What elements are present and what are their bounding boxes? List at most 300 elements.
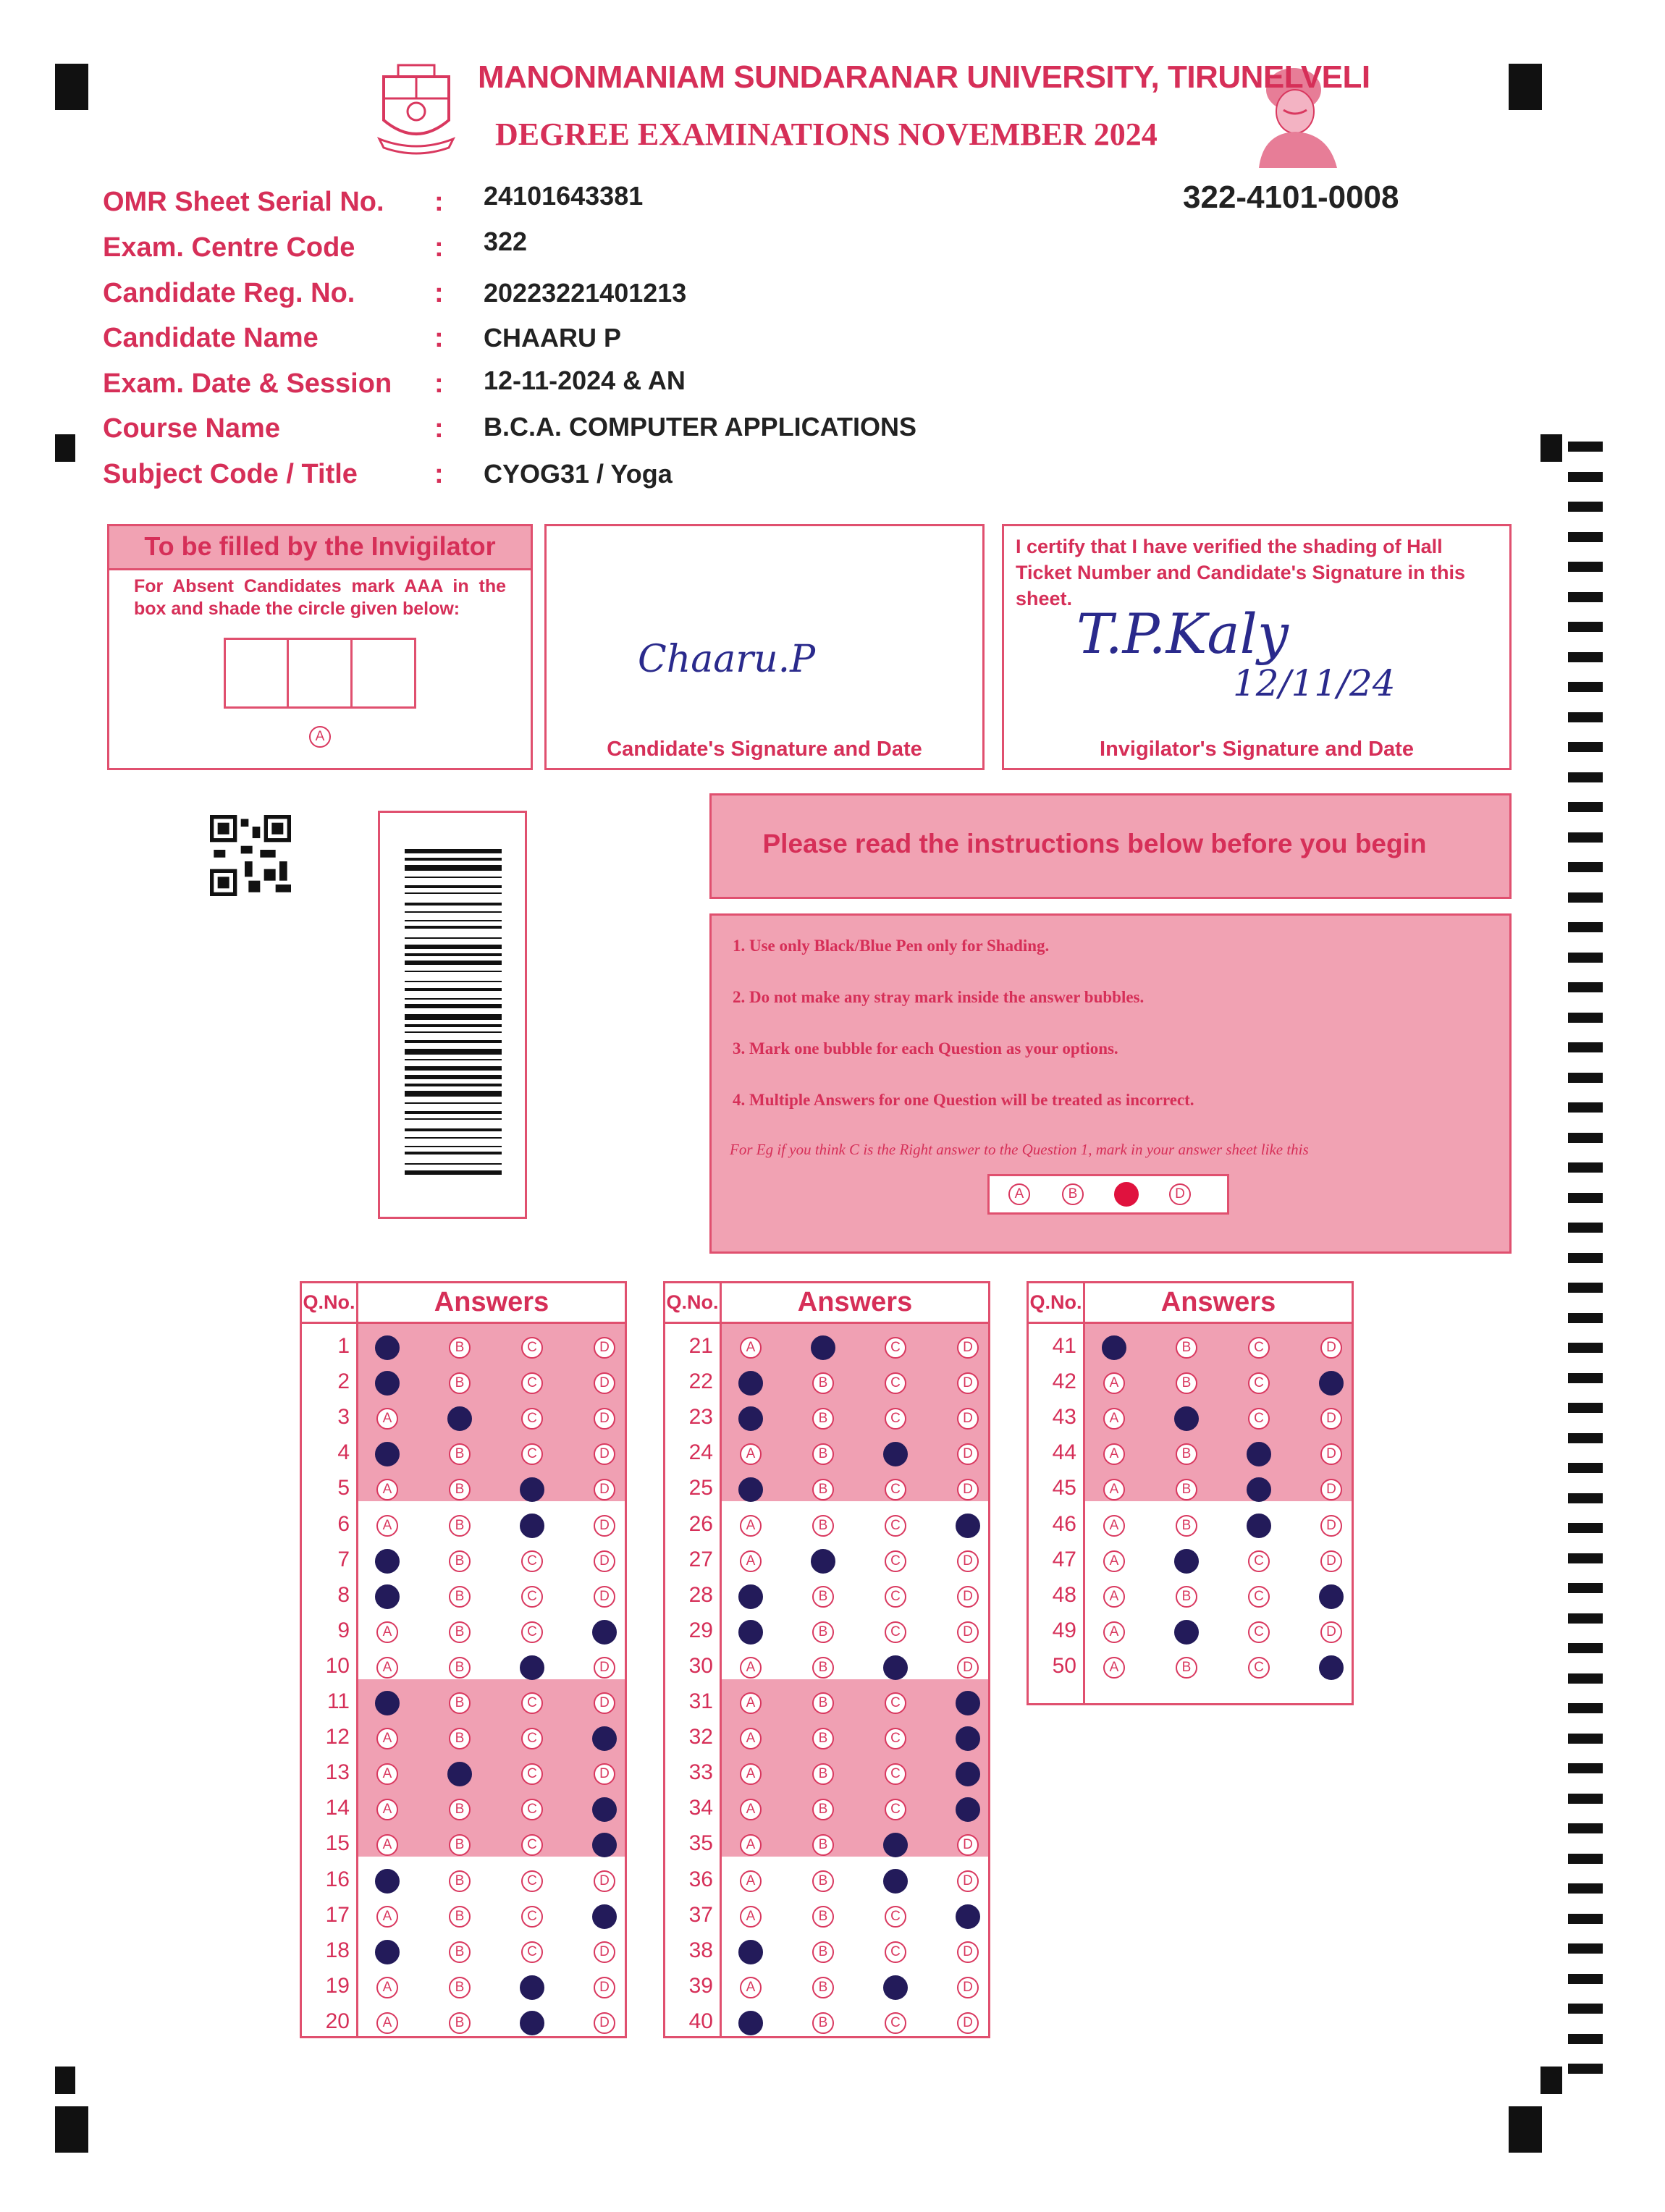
answer-bubble-filled[interactable] bbox=[1247, 1514, 1271, 1538]
absent-mark-box[interactable] bbox=[224, 638, 416, 709]
timing-mark bbox=[1568, 1854, 1603, 1864]
answer-bubble[interactable]: C bbox=[1248, 1550, 1270, 1572]
answer-bubble[interactable]: D bbox=[594, 1337, 615, 1359]
answer-bubble-filled[interactable] bbox=[1319, 1584, 1344, 1609]
barcode-bar bbox=[405, 1111, 502, 1114]
question-number: 22 bbox=[688, 1369, 713, 1394]
answer-bubble[interactable]: A bbox=[740, 1728, 762, 1749]
answer-bubble[interactable]: B bbox=[812, 1763, 834, 1785]
answer-bubble[interactable]: A bbox=[1103, 1586, 1125, 1608]
barcode-bar bbox=[405, 903, 502, 906]
answer-table-2 bbox=[663, 1281, 990, 2038]
answer-bubble[interactable]: D bbox=[957, 1443, 979, 1465]
sheet-code: 322-4101-0008 bbox=[1183, 180, 1399, 215]
answer-bubble[interactable]: C bbox=[521, 1763, 543, 1785]
answer-bubble-filled[interactable] bbox=[520, 1514, 544, 1538]
answer-bubble[interactable]: B bbox=[449, 1728, 471, 1749]
answer-bubble[interactable]: D bbox=[594, 1479, 615, 1500]
answer-bubble[interactable]: D bbox=[594, 1870, 615, 1892]
timing-mark bbox=[1568, 1463, 1603, 1473]
answer-bubble[interactable]: B bbox=[812, 1479, 834, 1500]
answer-bubble-filled[interactable] bbox=[1319, 1655, 1344, 1680]
barcode-bar bbox=[405, 961, 502, 965]
barcode-bar bbox=[405, 1084, 502, 1086]
answer-bubble-filled[interactable] bbox=[956, 1726, 980, 1751]
timing-mark bbox=[1568, 712, 1603, 722]
answer-bubble[interactable]: B bbox=[449, 2012, 471, 2034]
field-value: CYOG31 / Yoga bbox=[484, 459, 673, 489]
timing-mark bbox=[1568, 1673, 1603, 1684]
answer-bubble[interactable]: C bbox=[885, 1586, 906, 1608]
answer-bubble[interactable]: D bbox=[594, 1372, 615, 1394]
answer-bubble[interactable]: A bbox=[740, 1977, 762, 1998]
answer-bubble[interactable]: B bbox=[812, 1728, 834, 1749]
instructions-heading-box bbox=[709, 793, 1512, 899]
answer-bubble[interactable]: A bbox=[1103, 1657, 1125, 1679]
answer-bubble[interactable]: D bbox=[594, 1941, 615, 1963]
qno-header: Q.No. bbox=[665, 1283, 722, 1322]
field-value: 20223221401213 bbox=[484, 278, 687, 308]
answer-bubble[interactable]: C bbox=[885, 2012, 906, 2034]
timing-mark bbox=[1568, 562, 1603, 572]
answer-bubble[interactable]: D bbox=[957, 1977, 979, 1998]
timing-mark bbox=[1568, 622, 1603, 632]
answer-bubble[interactable]: D bbox=[1320, 1550, 1342, 1572]
answer-bubble[interactable]: D bbox=[1320, 1621, 1342, 1643]
answer-bubble[interactable]: D bbox=[957, 1870, 979, 1892]
answer-bubble[interactable]: C bbox=[1248, 1408, 1270, 1430]
question-number: 44 bbox=[1052, 1440, 1076, 1465]
answer-bubble[interactable]: B bbox=[1176, 1515, 1197, 1537]
university-logo bbox=[376, 62, 456, 155]
answer-bubble[interactable]: B bbox=[449, 1657, 471, 1679]
answer-bubble-filled[interactable] bbox=[1319, 1371, 1344, 1396]
timing-mark bbox=[1568, 1703, 1603, 1713]
answer-bubble[interactable]: D bbox=[594, 2012, 615, 2034]
answer-bubble[interactable]: B bbox=[812, 1621, 834, 1643]
answer-bubble[interactable]: C bbox=[521, 1906, 543, 1928]
answer-bubble[interactable]: C bbox=[885, 1906, 906, 1928]
answer-bubble[interactable]: C bbox=[885, 1728, 906, 1749]
timing-mark bbox=[1568, 1013, 1603, 1023]
answer-bubble[interactable]: A bbox=[376, 1906, 398, 1928]
answer-bubble[interactable]: B bbox=[449, 1550, 471, 1572]
answer-bubble[interactable]: A bbox=[376, 2012, 398, 2034]
answer-bubble-filled[interactable] bbox=[592, 1904, 617, 1929]
answer-bubble[interactable]: C bbox=[1248, 1586, 1270, 1608]
timing-mark bbox=[1568, 802, 1603, 812]
question-number: 26 bbox=[688, 1511, 713, 1536]
answer-bubble[interactable]: A bbox=[740, 1337, 762, 1359]
answer-bubble[interactable]: C bbox=[521, 1799, 543, 1820]
answer-bubble[interactable]: C bbox=[885, 1515, 906, 1537]
answer-table-3 bbox=[1027, 1281, 1354, 1705]
timing-mark bbox=[1568, 862, 1603, 872]
timing-mark bbox=[1568, 652, 1603, 662]
answer-bubble[interactable]: B bbox=[812, 1657, 834, 1679]
answer-bubble[interactable]: B bbox=[1176, 1443, 1197, 1465]
question-number: 25 bbox=[688, 1476, 713, 1500]
answer-bubble[interactable]: D bbox=[594, 1443, 615, 1465]
answer-bubble[interactable]: A bbox=[376, 1728, 398, 1749]
answers-header: Answers bbox=[1160, 1287, 1276, 1317]
answer-bubble[interactable]: D bbox=[957, 1550, 979, 1572]
answer-bubble-filled[interactable] bbox=[520, 2011, 544, 2035]
answer-bubble[interactable]: A bbox=[376, 1834, 398, 1856]
answer-bubble[interactable]: B bbox=[1176, 1479, 1197, 1500]
qno-column bbox=[302, 1324, 358, 2036]
answer-bubble[interactable]: A bbox=[740, 1515, 762, 1537]
answer-bubble[interactable]: C bbox=[521, 1586, 543, 1608]
question-number: 24 bbox=[688, 1440, 713, 1465]
answer-bubble-filled[interactable] bbox=[738, 1940, 763, 1964]
answer-bubble[interactable]: C bbox=[521, 1870, 543, 1892]
barcode-bar bbox=[405, 885, 502, 888]
answer-bubble[interactable]: D bbox=[957, 1834, 979, 1856]
answer-bubble-filled[interactable] bbox=[883, 1869, 908, 1894]
answer-bubble-filled[interactable] bbox=[375, 1584, 400, 1609]
answer-bubble[interactable]: D bbox=[594, 1408, 615, 1430]
answer-bubble[interactable]: B bbox=[812, 1515, 834, 1537]
answer-bubble[interactable]: D bbox=[957, 1941, 979, 1963]
answer-bubble[interactable]: C bbox=[521, 1443, 543, 1465]
answer-bubble[interactable]: C bbox=[885, 1479, 906, 1500]
answer-bubble-filled[interactable] bbox=[956, 1691, 980, 1715]
answer-bubble[interactable]: B bbox=[812, 1408, 834, 1430]
answer-bubble[interactable]: D bbox=[1320, 1408, 1342, 1430]
answer-bubble[interactable]: C bbox=[1248, 1621, 1270, 1643]
barcode-bar bbox=[405, 1091, 502, 1097]
timing-mark bbox=[1568, 1133, 1603, 1143]
answer-bubble[interactable]: D bbox=[957, 1337, 979, 1359]
timing-mark bbox=[1568, 1583, 1603, 1593]
question-number: 6 bbox=[337, 1511, 350, 1536]
answer-bubble[interactable]: A bbox=[740, 1443, 762, 1465]
answer-bubble[interactable]: B bbox=[812, 1870, 834, 1892]
answer-bubble-filled[interactable] bbox=[811, 1549, 835, 1574]
answer-bubble[interactable]: C bbox=[1248, 1372, 1270, 1394]
registration-mark bbox=[55, 434, 75, 462]
answer-bubble-filled[interactable] bbox=[738, 1371, 763, 1396]
answer-bubble[interactable]: A bbox=[740, 1870, 762, 1892]
answer-bubble[interactable]: A bbox=[1103, 1372, 1125, 1394]
answer-bubble[interactable]: B bbox=[1176, 1337, 1197, 1359]
invigilator-signature-date: 12/11/24 bbox=[1233, 662, 1396, 704]
answer-bubble[interactable]: C bbox=[885, 1941, 906, 1963]
answer-bubble-filled[interactable] bbox=[738, 1584, 763, 1609]
question-number: 34 bbox=[688, 1796, 713, 1820]
answer-bubble[interactable]: C bbox=[521, 1692, 543, 1714]
answer-bubble[interactable]: B bbox=[812, 1799, 834, 1820]
qno-header: Q.No. bbox=[302, 1283, 358, 1322]
candidate-signature: Chaaru.P bbox=[638, 638, 816, 681]
answer-table-header bbox=[302, 1283, 625, 1324]
answer-bubble-filled[interactable] bbox=[956, 1514, 980, 1538]
question-number: 12 bbox=[325, 1725, 350, 1749]
registration-mark bbox=[1509, 2106, 1542, 2153]
barcode-bar bbox=[405, 1066, 502, 1071]
answer-bubble[interactable]: C bbox=[1248, 1337, 1270, 1359]
barcode-bar bbox=[405, 1163, 502, 1165]
timing-mark bbox=[1568, 2034, 1603, 2044]
answer-bubble[interactable]: A bbox=[376, 1799, 398, 1820]
answer-bubble[interactable]: A bbox=[1103, 1515, 1125, 1537]
timing-mark bbox=[1568, 1794, 1603, 1804]
timing-mark bbox=[1568, 442, 1603, 452]
question-number: 27 bbox=[688, 1547, 713, 1571]
instruction-item: 1. Use only Black/Blue Pen only for Shading. bbox=[733, 937, 1050, 955]
answer-bubble-filled[interactable] bbox=[956, 1762, 980, 1786]
answer-bubble[interactable]: D bbox=[594, 1657, 615, 1679]
answer-bubble[interactable]: A bbox=[1103, 1479, 1125, 1500]
answer-bubble[interactable]: D bbox=[957, 1372, 979, 1394]
answer-bubble[interactable]: C bbox=[885, 1799, 906, 1820]
answer-bubble[interactable]: B bbox=[812, 1372, 834, 1394]
question-number: 45 bbox=[1052, 1476, 1076, 1500]
answer-bubble[interactable]: A bbox=[740, 1906, 762, 1928]
question-number: 23 bbox=[688, 1405, 713, 1430]
answer-bubble-filled[interactable] bbox=[447, 1406, 472, 1431]
answer-bubble-filled[interactable] bbox=[883, 1975, 908, 2000]
answer-bubble[interactable]: D bbox=[594, 1586, 615, 1608]
answer-bubble[interactable]: B bbox=[449, 1906, 471, 1928]
answer-bubble[interactable]: A bbox=[740, 1550, 762, 1572]
answer-bubble-filled[interactable] bbox=[375, 1335, 400, 1360]
invigilator-signature-caption: Invigilator's Signature and Date bbox=[1100, 738, 1414, 761]
answer-bubble[interactable]: B bbox=[812, 2012, 834, 2034]
barcode-bar bbox=[405, 1075, 502, 1079]
answer-bubble[interactable]: A bbox=[740, 1834, 762, 1856]
barcode-bar bbox=[405, 937, 502, 939]
answer-bubble-filled[interactable] bbox=[1102, 1335, 1126, 1360]
answer-bubble[interactable]: B bbox=[812, 1443, 834, 1465]
answer-bubble[interactable]: C bbox=[521, 1337, 543, 1359]
answer-bubble[interactable]: D bbox=[1320, 1479, 1342, 1500]
answer-bubble[interactable]: A bbox=[1103, 1408, 1125, 1430]
answer-bubble[interactable]: A bbox=[376, 1657, 398, 1679]
barcode-bar bbox=[405, 1004, 502, 1008]
answer-bubble[interactable]: A bbox=[740, 1799, 762, 1820]
barcode-bar bbox=[405, 911, 502, 913]
timing-mark bbox=[1568, 1823, 1603, 1833]
barcode-bar bbox=[405, 1102, 502, 1104]
question-number: 15 bbox=[325, 1831, 350, 1856]
answer-bubble[interactable]: D bbox=[957, 1479, 979, 1500]
timing-mark bbox=[1568, 1313, 1603, 1323]
answer-bubble-filled[interactable] bbox=[738, 1406, 763, 1431]
answer-bubble-filled[interactable] bbox=[592, 1726, 617, 1751]
answer-bubble[interactable]: D bbox=[1320, 1515, 1342, 1537]
answer-bubble-filled[interactable] bbox=[375, 1691, 400, 1715]
answer-bubble[interactable]: A bbox=[376, 1763, 398, 1785]
answer-table-1 bbox=[300, 1281, 627, 2038]
timing-mark bbox=[1568, 1763, 1603, 1773]
answer-bubble[interactable]: A bbox=[740, 1692, 762, 1714]
answer-bubble-filled[interactable] bbox=[1174, 1549, 1199, 1574]
answer-bubble[interactable]: B bbox=[1176, 1657, 1197, 1679]
barcode-bar bbox=[405, 1040, 502, 1043]
answer-bubble[interactable]: C bbox=[521, 1550, 543, 1572]
answer-bubble[interactable]: B bbox=[449, 1834, 471, 1856]
answer-bubble[interactable]: C bbox=[521, 1728, 543, 1749]
example-bubble: D bbox=[1169, 1183, 1191, 1205]
answer-bubble-filled[interactable] bbox=[375, 1940, 400, 1964]
question-number: 19 bbox=[325, 1973, 350, 1998]
university-name: MANONMANIAM SUNDARANAR UNIVERSITY, TIRUNELVELI bbox=[478, 59, 1370, 95]
answer-bubble[interactable]: B bbox=[1176, 1586, 1197, 1608]
answer-bubble[interactable]: B bbox=[449, 1870, 471, 1892]
answer-bubble[interactable]: D bbox=[594, 1692, 615, 1714]
answer-bubble[interactable]: C bbox=[1248, 1657, 1270, 1679]
answer-bubble[interactable]: A bbox=[1103, 1443, 1125, 1465]
answer-bubble[interactable]: D bbox=[1320, 1443, 1342, 1465]
answer-bubble[interactable]: B bbox=[449, 1337, 471, 1359]
answer-bubble[interactable]: A bbox=[1103, 1621, 1125, 1643]
registration-mark bbox=[1509, 64, 1542, 110]
invigilator-signature-box bbox=[1002, 524, 1512, 770]
barcode-bar bbox=[405, 1024, 502, 1027]
answer-bubble[interactable]: B bbox=[449, 1799, 471, 1820]
field-label: Candidate Reg. No. bbox=[103, 278, 355, 308]
answer-bubble[interactable]: A bbox=[376, 1515, 398, 1537]
answer-bubble-filled[interactable] bbox=[738, 2011, 763, 2035]
answer-bubble-filled[interactable] bbox=[592, 1620, 617, 1645]
answer-bubble[interactable]: B bbox=[449, 1443, 471, 1465]
answer-bubble[interactable]: B bbox=[812, 1692, 834, 1714]
barcode-bar bbox=[405, 1152, 502, 1154]
answer-bubble[interactable]: B bbox=[812, 1906, 834, 1928]
example-bubble-strip bbox=[987, 1174, 1229, 1215]
timing-mark bbox=[1568, 1073, 1603, 1083]
barcode-bar bbox=[405, 1146, 502, 1147]
answer-bubble[interactable]: B bbox=[812, 1977, 834, 1998]
answer-bubble[interactable]: D bbox=[594, 1550, 615, 1572]
answer-bubble[interactable]: A bbox=[376, 1479, 398, 1500]
answer-bubble[interactable]: D bbox=[1320, 1337, 1342, 1359]
answer-bubble-filled[interactable] bbox=[447, 1762, 472, 1786]
question-number: 4 bbox=[337, 1440, 350, 1465]
registration-mark bbox=[55, 64, 88, 110]
answer-bubble[interactable]: D bbox=[594, 1977, 615, 1998]
timing-mark bbox=[1568, 922, 1603, 932]
answer-bubble[interactable]: C bbox=[885, 1550, 906, 1572]
answer-bubble-filled[interactable] bbox=[520, 1655, 544, 1680]
timing-mark bbox=[1568, 742, 1603, 752]
answer-bubble[interactable]: B bbox=[812, 1941, 834, 1963]
answer-bubble-filled[interactable] bbox=[375, 1869, 400, 1894]
question-number: 16 bbox=[325, 1867, 350, 1891]
invigilator-box bbox=[107, 524, 533, 770]
question-number: 43 bbox=[1052, 1405, 1076, 1430]
timing-mark bbox=[1568, 1223, 1603, 1233]
field-colon: : bbox=[434, 232, 444, 263]
answer-bubble[interactable]: D bbox=[957, 1621, 979, 1643]
answer-bubble[interactable]: A bbox=[376, 1621, 398, 1643]
question-number: 1 bbox=[337, 1334, 350, 1358]
absent-bubble[interactable]: A bbox=[309, 726, 331, 748]
question-number: 48 bbox=[1052, 1582, 1076, 1607]
question-number: 2 bbox=[337, 1369, 350, 1394]
candidate-signature-box bbox=[544, 524, 985, 770]
answer-bubble[interactable]: D bbox=[957, 1657, 979, 1679]
field-value: 322 bbox=[484, 227, 528, 256]
timing-mark bbox=[1568, 1643, 1603, 1653]
answer-bubble[interactable]: C bbox=[521, 1621, 543, 1643]
timing-mark bbox=[1568, 1253, 1603, 1263]
answer-bubble-filled[interactable] bbox=[811, 1335, 835, 1360]
timing-mark bbox=[1568, 1523, 1603, 1533]
field-colon: : bbox=[434, 368, 444, 399]
example-bubble: B bbox=[1062, 1183, 1084, 1205]
answer-bubble[interactable]: A bbox=[376, 1408, 398, 1430]
answer-bubble-filled[interactable] bbox=[375, 1371, 400, 1396]
question-number: 11 bbox=[326, 1689, 350, 1713]
answer-shade bbox=[722, 1679, 988, 1857]
barcode-bar bbox=[405, 1137, 502, 1139]
answer-bubble[interactable]: A bbox=[740, 1657, 762, 1679]
question-number: 35 bbox=[688, 1831, 713, 1856]
field-value: 24101643381 bbox=[484, 181, 644, 211]
answer-bubble[interactable]: C bbox=[521, 1834, 543, 1856]
answer-bubble[interactable]: B bbox=[1176, 1372, 1197, 1394]
answer-bubble-filled[interactable] bbox=[1174, 1406, 1199, 1431]
answer-bubble[interactable]: A bbox=[740, 1763, 762, 1785]
answer-bubble[interactable]: B bbox=[449, 1586, 471, 1608]
answer-bubble[interactable]: B bbox=[449, 1692, 471, 1714]
answer-bubble[interactable]: C bbox=[521, 1372, 543, 1394]
answer-bubble[interactable]: C bbox=[885, 1372, 906, 1394]
answer-bubble[interactable]: D bbox=[957, 1408, 979, 1430]
answer-bubble[interactable]: B bbox=[449, 1479, 471, 1500]
barcode-bar bbox=[405, 971, 502, 972]
answer-bubble[interactable]: A bbox=[376, 1977, 398, 1998]
answer-bubble[interactable]: C bbox=[885, 1692, 906, 1714]
answer-bubble[interactable]: D bbox=[957, 2012, 979, 2034]
answer-bubble-filled[interactable] bbox=[1174, 1620, 1199, 1645]
timing-mark bbox=[1568, 1373, 1603, 1383]
answer-bubble[interactable]: A bbox=[1103, 1550, 1125, 1572]
answer-bubble[interactable]: D bbox=[957, 1586, 979, 1608]
answer-bubble[interactable]: D bbox=[594, 1763, 615, 1785]
answer-bubble-filled[interactable] bbox=[375, 1549, 400, 1574]
answer-bubble[interactable]: B bbox=[812, 1834, 834, 1856]
answer-bubble-filled[interactable] bbox=[883, 1655, 908, 1680]
answer-bubble-filled[interactable] bbox=[520, 1975, 544, 2000]
barcode-bar bbox=[405, 1118, 502, 1120]
field-label: Course Name bbox=[103, 413, 280, 444]
answers-header: Answers bbox=[797, 1287, 913, 1317]
answer-bubble[interactable]: C bbox=[885, 1408, 906, 1430]
answer-bubble[interactable]: B bbox=[812, 1586, 834, 1608]
answer-bubble[interactable]: C bbox=[885, 1621, 906, 1643]
answer-bubble[interactable]: B bbox=[449, 1515, 471, 1537]
answer-bubble[interactable]: C bbox=[521, 1408, 543, 1430]
answer-bubble[interactable]: B bbox=[449, 1372, 471, 1394]
answer-bubble[interactable]: C bbox=[885, 1763, 906, 1785]
timing-mark bbox=[1568, 682, 1603, 692]
answer-bubble-filled[interactable] bbox=[738, 1620, 763, 1645]
answer-bubble[interactable]: C bbox=[885, 1337, 906, 1359]
registration-mark bbox=[1540, 434, 1562, 462]
answer-bubble[interactable]: D bbox=[594, 1515, 615, 1537]
timing-mark bbox=[1568, 1162, 1603, 1173]
answer-bubble[interactable]: B bbox=[449, 1977, 471, 1998]
answer-bubble[interactable]: C bbox=[521, 1941, 543, 1963]
answer-bubble[interactable]: B bbox=[449, 1621, 471, 1643]
barcode-bar bbox=[405, 858, 502, 861]
answer-bubble-filled[interactable] bbox=[956, 1904, 980, 1929]
answer-bubble[interactable]: B bbox=[449, 1941, 471, 1963]
